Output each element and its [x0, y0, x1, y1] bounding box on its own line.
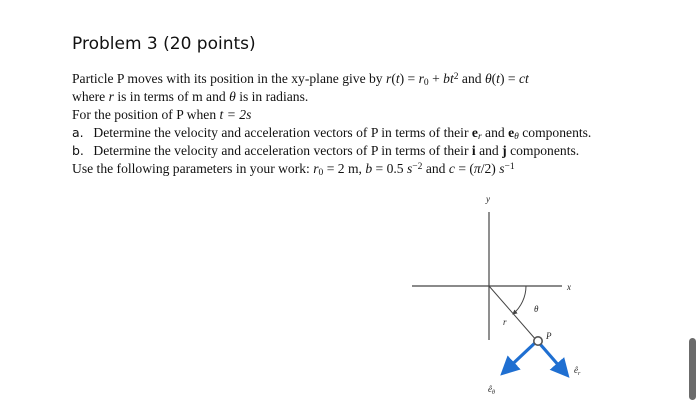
part-a-label: a.: [72, 125, 84, 140]
intro-text-2: where: [72, 89, 106, 104]
problem-title: Problem 3 (20 points): [72, 34, 256, 54]
part-a-tail: components.: [522, 125, 592, 140]
part-a: a. Determine the velocity and acceleration vectors of P in terms of their $e_r$ and $e_\theta$ components.: [72, 125, 592, 143]
intro-line-3: [72, 106, 251, 123]
params-lead: Use the following parameters in your work:: [72, 161, 310, 176]
part-b-text: Determine the velocity and acceleration vectors of P in terms of their: [93, 143, 469, 158]
e-theta-label: $ê_\theta$: [488, 384, 495, 396]
part-b-label: b.: [72, 143, 84, 158]
p-label: P: [546, 331, 552, 341]
parameters-line: Use the following parameters in your work: $r_0 = 2$ m, b = 0.5 $s^{-2}$ and c = (π/2) $s^{-1}$: [72, 161, 515, 179]
part-b: b. Determine the velocity and acceleration vectors of P in terms of their i and j components.: [72, 143, 580, 158]
intro-text-3: For the position of P when: [72, 107, 217, 122]
theta-arc: [513, 286, 526, 314]
polar-diagram: [400, 190, 600, 400]
y-axis-label: y: [486, 194, 490, 204]
r-label: r: [503, 317, 507, 327]
and-word-2: and: [485, 125, 505, 140]
part-a-text: Determine the velocity and acceleration vectors of P in terms of their: [93, 125, 469, 140]
vertical-scrollbar[interactable]: [689, 338, 696, 400]
e-theta-arrow: [503, 341, 537, 373]
particle-p: [534, 337, 542, 345]
intro-text-1: Particle P moves with its position in the xy-plane give by: [72, 71, 383, 86]
intro-text-2b: is in terms of m and: [117, 89, 226, 104]
intro-line-1: Particle P moves with its position in the xy-plane give by $r(t) = r_0 + bt^2$ and θ(t) = ct: [72, 71, 529, 89]
intro-text-2c: is in radians.: [239, 89, 309, 104]
e-r-label: $ê_r$: [574, 365, 581, 377]
theta-label: θ: [534, 304, 539, 314]
time-value: t = 2s: [219, 107, 252, 122]
x-axis-label: x: [567, 282, 571, 292]
and-word-4: and: [425, 161, 446, 176]
and-word-1: and: [461, 71, 482, 86]
part-b-tail: components.: [510, 143, 580, 158]
and-word-3: and: [479, 143, 499, 158]
intro-line-2: where r is in terms of m and θ is in radians.: [72, 89, 309, 104]
e-r-arrow: [540, 344, 567, 375]
